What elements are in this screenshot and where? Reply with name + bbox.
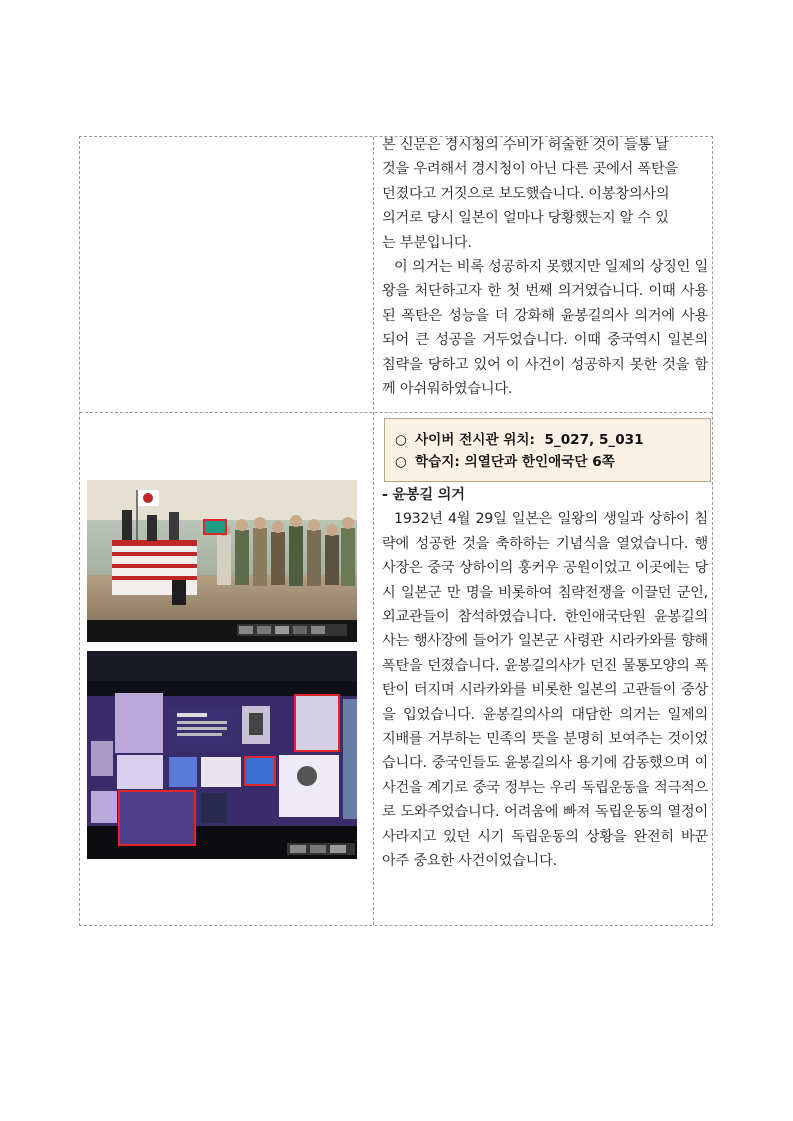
circle-bullet-icon: ○ xyxy=(395,454,407,470)
document-table xyxy=(79,136,713,926)
row-divider xyxy=(80,412,712,413)
text-line: 던졌다고 거짓으로 보도했습니다. 이봉창의사의 xyxy=(382,185,670,202)
location-value: 5_027, 5_031 xyxy=(544,432,644,448)
location-label: 사이버 전시관 위치: xyxy=(415,432,535,448)
text-line: 것을 우려해서 경시청이 아닌 다른 곳에서 폭탄을 xyxy=(382,161,678,178)
diorama-photo xyxy=(87,480,357,642)
location-line xyxy=(395,429,710,451)
text-line: 본 신문은 경시청의 수비가 허술한 것이 들통 날 xyxy=(382,137,669,153)
study-label: 학습지: 의열단과 한인애국단 6쪽 xyxy=(415,454,615,470)
study-line xyxy=(395,451,710,473)
paragraph-lee-bongchang: 이 의거는 비록 성공하지 못했지만 일제의 상징인 일왕을 처단하고자 한 첫 번째 의거였습니다. 이때 사용된 폭탄은 성능을 더 강화해 윤봉길의사 의거에 사용되어 큰 성공을 거두었습니다. 이때 중국역시 일본의 침략을 당하고 있어 이 사건이 성공하지 못한 것을 함께 아쉬워하였습니다. xyxy=(382,259,708,398)
top-text-block xyxy=(382,133,708,401)
info-box xyxy=(384,418,711,482)
text-line: 는 부분입니다. xyxy=(382,234,472,251)
column-divider xyxy=(373,137,374,925)
exhibition-wall-photo xyxy=(87,651,357,859)
text-line: 의거로 당시 일본이 얼마나 당황했는지 알 수 있 xyxy=(382,210,669,227)
section-heading: - 윤봉길 의거 xyxy=(382,487,465,503)
bottom-text-block xyxy=(382,483,708,874)
paragraph-yun-bonggil: 1932년 4월 29일 일본은 일왕의 생일과 상하이 침략에 성공한 것을 축하하는 기념식을 열었습니다. 행사장은 중국 상하이의 훙커우 공원이었고 이곳에는 당시 일본군 만 명을 비롯하여 침략전쟁을 이끌던 군인, 외교관들이 참석하였습니다. 한인애국단원 윤봉길의사는 행사장에 들어가 일본군 사령관 시라카와를 향해 폭탄을 던졌습니다. 윤봉길의사가 던진 물통모양의 폭탄이 터지며 시라카와를 비롯한 일본의 고관들이 중상을 입었습니다. 윤봉길의사의 대담한 의거는 일제의 지배를 거부하는 민족의 뜻을 분명히 보여주는 것이었습니다. 중국인들도 윤봉길의사 용기에 감동했으며 이 사건을 계기로 중국 정부는 우리 독립운동을 적극적으로 도와주었습니다. 어려움에 빠져 독립운동의 열정이 사라지고 있던 시기 독립운동의 상황을 완전히 바꾼 아주 중요한 사건이었습니다. xyxy=(382,511,708,870)
circle-bullet-icon: ○ xyxy=(395,432,407,448)
